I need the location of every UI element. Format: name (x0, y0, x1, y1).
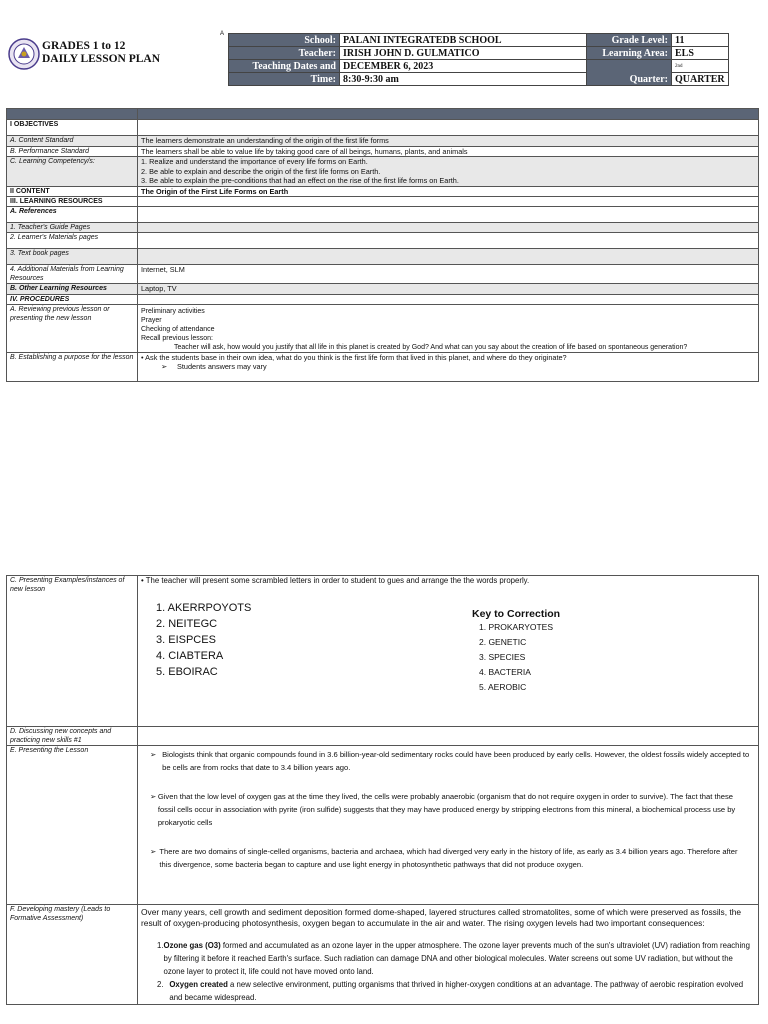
answer-key-title: Key to Correction (472, 608, 561, 620)
reviewing-label: A. Reviewing previous lesson or presenting the new lesson (7, 304, 138, 352)
other-resources-label: B. Other Learning Resources (7, 284, 138, 295)
quarter-sup: 2nd (672, 60, 729, 73)
content-heading: II CONTENT (7, 186, 138, 197)
deped-seal-logo (8, 38, 40, 70)
teachers-guide-value (138, 223, 759, 233)
learners-materials-label: 2. Learner's Materials pages (7, 233, 138, 249)
content-standard-label: A. Content Standard (7, 136, 138, 147)
objectives-heading: I OBJECTIVES (7, 120, 138, 136)
other-resources-value: Laptop, TV (138, 284, 759, 295)
activity-line: Prayer (141, 316, 162, 324)
mastery-item-term: Ozone gas (O3) (163, 941, 221, 950)
area-value: ELS (672, 47, 729, 60)
mastery-item: 1. Ozone gas (O3) formed and accumulated as an ozone layer in the upper atmosphere. The ozone layer prevents much of the sun's ultraviolet (UV) radiation from reaching by filtering it before it reached Earth's surface. Such radiation can damage DNA and other biological molecules. Water screens out some UV radiation, but without the ozone layer to protect it, life could not have moved onto land. (157, 941, 750, 976)
answer-key (472, 610, 560, 695)
activity-line: Recall previous lesson: (141, 334, 213, 342)
developing-mastery-content (138, 905, 759, 1005)
content-standard-value: The learners demonstrate an understanding of the origin of the first life forms (138, 136, 759, 147)
discussing-label: D. Discussing new concepts and practicing new skills #1 (7, 727, 138, 746)
purpose-answer: Students answers may vary (177, 362, 267, 371)
header-info-table (228, 33, 729, 86)
textbook-value (138, 249, 759, 265)
presenting-lesson-content (138, 746, 759, 905)
performance-standard-label: B. Performance Standard (7, 146, 138, 157)
reviewing-content (138, 304, 759, 352)
content-value: The Origin of the First Life Forms on Earth (138, 186, 759, 197)
competency-list (138, 157, 759, 187)
activity-line: Preliminary activities (141, 307, 205, 315)
additional-materials-value: Internet, SLM (138, 265, 759, 284)
header-mark: A (220, 31, 225, 37)
competency-item: 3. Be able to explain the pre-conditions that had an effect on the rise of the first life forms on Earth. (141, 176, 459, 185)
answer-key-item: 4. BACTERIA (479, 666, 531, 677)
grade-value: 11 (672, 34, 729, 47)
arrow-bullet-icon: ➢ (150, 847, 157, 856)
scramble-intro: • The teacher will present some scrambled letters in order to student to gues and arrange the the words properly. (141, 576, 530, 585)
presenting-examples-label: C. Presenting Examples/instances of new lesson (7, 576, 138, 727)
teachers-guide-label: 1. Teacher's Guide Pages (7, 223, 138, 233)
date-value: DECEMBER 6, 2023 (340, 60, 587, 73)
mastery-intro: Over many years, cell growth and sediment deposition formed dome-shaped, layered structures called stromatolites, some of which were preserved as fossils, the result of oxygen-producing photosynthesis, oxygen began to accumulate in the air and water. The rising oxygen levels had two important consequences: (141, 907, 742, 928)
arrow-bullet-icon: ➢ (150, 792, 157, 801)
school-value: PALANI INTEGRATEDB SCHOOL (340, 34, 587, 47)
scrambled-word: 5. EBOIRAC (156, 666, 218, 678)
scrambled-word: 2. NEITEGC (156, 618, 218, 630)
purpose-content (138, 352, 759, 381)
scrambled-words-list (156, 600, 251, 680)
dates-label (229, 60, 340, 73)
presenting-lesson-label: E. Presenting the Lesson (7, 746, 138, 905)
header-row-cell (7, 109, 138, 120)
header-row-cell (138, 109, 759, 120)
school-label: School: (229, 34, 340, 47)
lesson-plan-table-page2 (6, 575, 759, 1005)
lesson-point: ➢ There are two domains of single-celled organisms, bacteria and archaea, which had diverged very early in the history of life, as early as 3.4 billion years ago. Therefore after this divergence, some bacteria began to capture and use light energy in photosynthetic pathways that did not produce oxygen. (150, 847, 738, 869)
title-line-1: GRADES 1 to 12 (42, 40, 126, 52)
quarter-value: QUARTER (672, 73, 729, 86)
time-label: Time: (229, 73, 340, 86)
scrambled-word: 3. EISPCES (156, 634, 216, 646)
references-label: A. References (7, 207, 138, 223)
time-value: 8:30-9:30 am (340, 73, 587, 86)
area-label: Learning Area: (587, 47, 672, 60)
competency-label: C. Learning Competency/s: (7, 157, 138, 187)
scrambled-word: 4. CIABTERA (156, 650, 224, 662)
learners-materials-value (138, 233, 759, 249)
mastery-item-term: Oxygen created (169, 980, 228, 989)
quarter-label: Quarter: (587, 60, 672, 86)
resources-empty (138, 197, 759, 207)
teacher-value: IRISH JOHN D. GULMATICO (340, 47, 587, 60)
additional-materials-label: 4. Additional Materials from Learning Resources (7, 265, 138, 284)
dates-label-1: Teaching Dates and (252, 60, 336, 72)
developing-mastery-label: F. Developing mastery (Leads to Formative Assessment) (7, 905, 138, 1005)
title-line-2: DAILY LESSON PLAN (42, 53, 161, 65)
arrow-bullet-icon: ➢ (150, 750, 157, 759)
activity-line: Checking of attendance (141, 325, 215, 333)
competency-item: 2. Be able to explain and describe the origin of the first life forms on Earth. (141, 166, 381, 176)
answer-key-item: 1. PROKARYOTES (479, 621, 554, 632)
purpose-question: • Ask the students base in their own idea, what do you think is the first life form that lived in this planet, and where do they originate? (141, 352, 567, 362)
objectives-empty (138, 120, 759, 136)
presenting-examples-content (138, 576, 759, 727)
answer-key-item: 2. GENETIC (479, 636, 527, 647)
recall-question: Teacher will ask, how would you justify that all life in this planet is created by God? And what can you say about the creation of life based on spontaneous generation? (174, 343, 688, 351)
answer-key-item: 3. SPECIES (479, 651, 526, 662)
plan-title (42, 40, 160, 66)
scrambled-word: 1. AKERRPOYOTS (156, 602, 252, 614)
procedures-heading: IV. PROCEDURES (7, 294, 138, 304)
mastery-item: 2. Oxygen created a new selective environment, putting organisms that thrived in higher-oxygen conditions at an advantage. The pathway of aerobic respiration evolved and became widespread. (157, 980, 744, 1002)
lesson-plan-table-page1 (6, 108, 759, 382)
discussing-content (138, 727, 759, 746)
competency-item: 1. Realize and understand the importance of every life forms on Earth. (141, 157, 368, 166)
purpose-label: B. Establishing a purpose for the lesson (7, 352, 138, 381)
grade-label: Grade Level: (587, 34, 672, 47)
answer-key-item: 5. AEROBIC (479, 681, 527, 692)
lesson-point: ➢ Given that the low level of oxygen gas at the time they lived, the cells were probably anaerobic (organism that do not require oxygen in order to survive). The fact that these fossil cells occur in association with pyrite (iron sulfide) suggests that they may have produced energy by stripping electrons from this mineral, a biochemical process use by prokaryotic cells (150, 792, 736, 827)
performance-standard-value: The learners shall be able to value life by taking good care of all beings, humans, plants, and animals (138, 146, 759, 157)
procedures-empty (138, 294, 759, 304)
arrow-bullet-icon: ➢ (161, 362, 168, 371)
textbook-label: 3. Text book pages (7, 249, 138, 265)
references-empty (138, 207, 759, 223)
resources-heading: III. LEARNING RESOURCES (7, 197, 138, 207)
teacher-label: Teacher: (229, 47, 340, 60)
lesson-point: ➢ Biologists think that organic compounds found in 3.6 billion-year-old sedimentary rocks could have been produced by early cells. However, the oldest fossils widely accepted to be cells are from rocks that date to 3.4 billion years ago. (150, 750, 750, 772)
